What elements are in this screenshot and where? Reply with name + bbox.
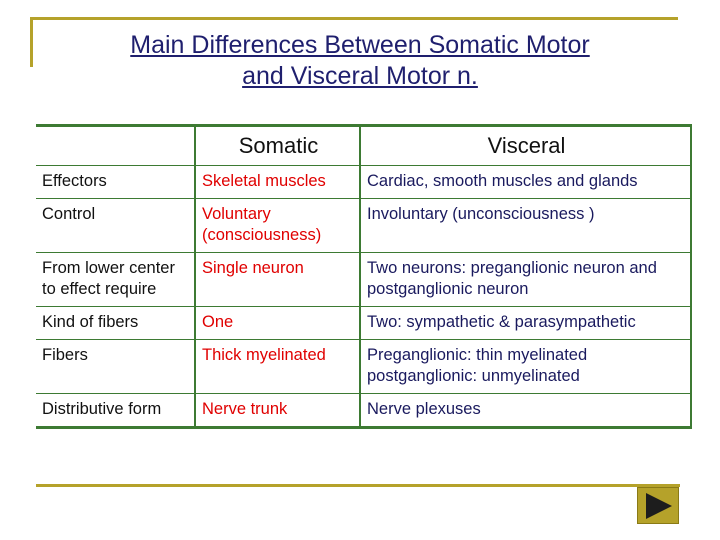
somatic-cell: Voluntary (consciousness): [195, 199, 360, 253]
frame-left-border: [30, 17, 33, 67]
visceral-cell: [360, 340, 691, 394]
row-label: Fibers: [36, 340, 195, 394]
row-label: Effectors: [36, 166, 195, 199]
visceral-cell: Two neurons: preganglionic neuron and postganglionic neuron: [360, 253, 691, 307]
table-row: [36, 199, 691, 253]
somatic-cell: Nerve trunk: [195, 394, 360, 428]
table-row: [36, 307, 691, 340]
visceral-cell: Two: sympathetic & parasympathetic: [360, 307, 691, 340]
visceral-cell: Cardiac, smooth muscles and glands: [360, 166, 691, 199]
somatic-cell: Thick myelinated: [195, 340, 360, 394]
row-label: Distributive form: [36, 394, 195, 428]
play-arrow-icon: [646, 493, 672, 519]
title-line-1: Main Differences Between Somatic Motor: [130, 31, 590, 59]
header-empty: [36, 126, 195, 166]
visceral-cell: Involuntary (unconsciousness ): [360, 199, 691, 253]
slide-title: [40, 30, 680, 92]
bottom-divider: [36, 484, 680, 487]
visceral-cell: Nerve plexuses: [360, 394, 691, 428]
row-label: From lower center to effect require: [36, 253, 195, 307]
table-row: [36, 253, 691, 307]
visceral-cell-line-2: postganglionic: unmyelinated: [367, 367, 580, 385]
table-header-row: [36, 126, 691, 166]
visceral-cell-line-1: Preganglionic: thin myelinated: [367, 346, 588, 364]
somatic-cell: Single neuron: [195, 253, 360, 307]
title-line-2: and Visceral Motor n.: [242, 62, 478, 90]
table-row: [36, 340, 691, 394]
row-label: Control: [36, 199, 195, 253]
header-somatic: Somatic: [195, 126, 360, 166]
header-visceral: Visceral: [360, 126, 691, 166]
table-row: [36, 166, 691, 199]
somatic-cell: One: [195, 307, 360, 340]
row-label: Kind of fibers: [36, 307, 195, 340]
frame-top-border: [30, 17, 678, 20]
comparison-table: [36, 124, 692, 429]
table-row: [36, 394, 691, 428]
next-slide-button[interactable]: [637, 487, 679, 524]
somatic-cell: Skeletal muscles: [195, 166, 360, 199]
